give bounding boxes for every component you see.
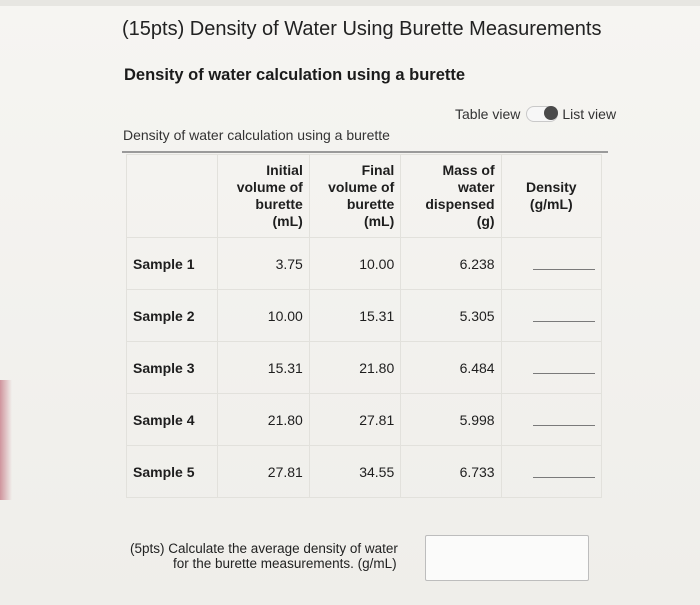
density-cell — [501, 342, 601, 394]
initial-volume-cell: 15.31 — [218, 342, 309, 394]
final-volume-cell: 10.00 — [309, 238, 400, 290]
sample-label: Sample 3 — [127, 342, 218, 394]
mass-cell: 6.484 — [401, 342, 501, 394]
question-line-1: (5pts) Calculate the average density of water — [130, 541, 398, 556]
initial-volume-cell: 21.80 — [218, 394, 309, 446]
header-sample — [127, 155, 218, 238]
header-final-volume: Final volume of burette (mL) — [309, 155, 400, 238]
final-volume-cell: 15.31 — [309, 290, 400, 342]
caption-divider — [122, 151, 608, 153]
mass-cell: 5.998 — [401, 394, 501, 446]
view-toggle — [455, 106, 616, 122]
final-volume-cell: 34.55 — [309, 446, 400, 498]
header-density: Density (g/mL) — [501, 155, 601, 238]
table-caption: Density of water calculation using a burette — [123, 127, 390, 143]
average-density-question — [130, 541, 398, 571]
table-row — [127, 446, 602, 498]
table-view-label[interactable]: Table view — [455, 106, 521, 122]
density-table — [126, 154, 602, 498]
density-cell — [501, 290, 601, 342]
section-subtitle: Density of water calculation using a burette — [124, 66, 466, 84]
density-answer-field[interactable] — [533, 411, 595, 426]
initial-volume-cell: 3.75 — [218, 238, 309, 290]
mass-cell: 6.733 — [401, 446, 501, 498]
sample-label: Sample 5 — [127, 446, 218, 498]
sample-label: Sample 4 — [127, 394, 218, 446]
density-answer-field[interactable] — [533, 307, 595, 322]
density-cell — [501, 394, 601, 446]
toggle-knob-icon — [544, 106, 558, 120]
density-answer-field[interactable] — [533, 359, 595, 374]
left-edge-glare — [0, 380, 12, 500]
density-answer-field[interactable] — [533, 463, 595, 478]
mass-cell: 6.238 — [401, 238, 501, 290]
view-toggle-switch[interactable] — [526, 106, 558, 122]
initial-volume-cell: 27.81 — [218, 446, 309, 498]
density-answer-field[interactable] — [533, 255, 595, 270]
density-cell — [501, 446, 601, 498]
table-row — [127, 238, 602, 290]
average-density-answer-box[interactable] — [425, 535, 589, 581]
table-row — [127, 290, 602, 342]
density-cell — [501, 238, 601, 290]
sample-label: Sample 2 — [127, 290, 218, 342]
table-row — [127, 342, 602, 394]
table-header-row — [127, 155, 602, 238]
final-volume-cell: 21.80 — [309, 342, 400, 394]
page-title: (15pts) Density of Water Using Burette Measurements — [122, 18, 602, 40]
header-initial-volume: Initial volume of burette (mL) — [218, 155, 309, 238]
mass-cell: 5.305 — [401, 290, 501, 342]
question-line-2: for the burette measurements. (g/mL) — [173, 556, 397, 571]
initial-volume-cell: 10.00 — [218, 290, 309, 342]
final-volume-cell: 27.81 — [309, 394, 400, 446]
table-row — [127, 394, 602, 446]
sample-label: Sample 1 — [127, 238, 218, 290]
top-edge — [0, 0, 700, 6]
list-view-label[interactable]: List view — [562, 106, 617, 122]
header-mass-dispensed: Mass of water dispensed (g) — [401, 155, 501, 238]
